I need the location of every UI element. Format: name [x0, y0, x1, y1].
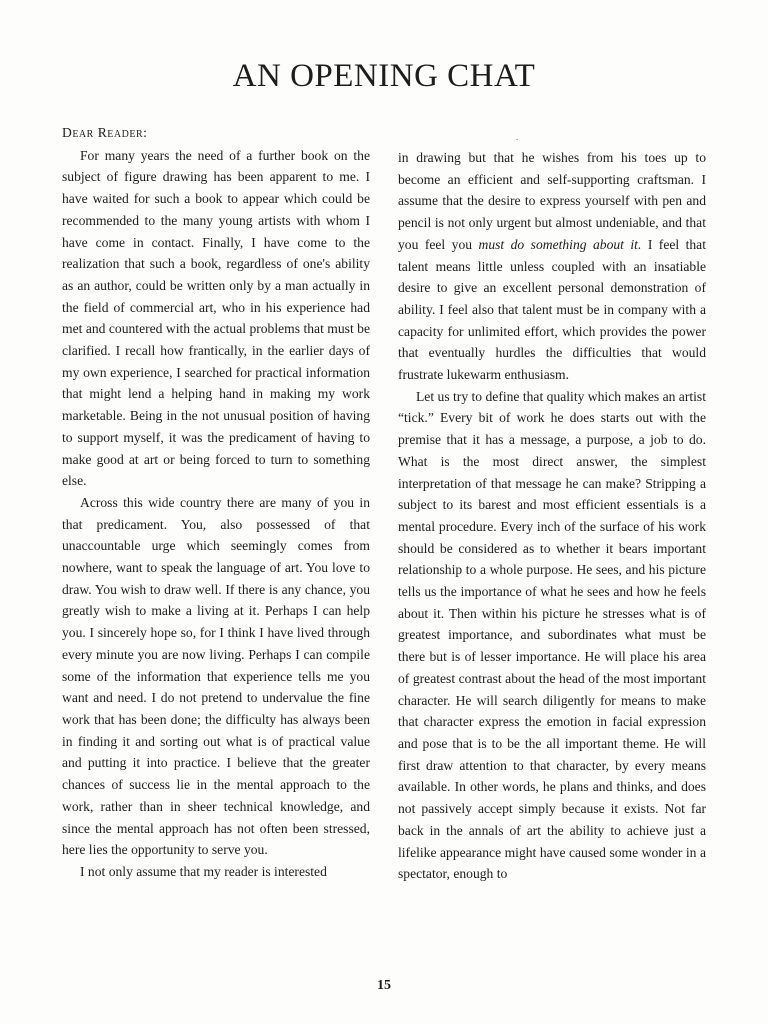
paragraph-right-2: Let us try to define that quality which makes an artist “tick.” Every bit of work he does starts out with the premise that it has a message, a purpose, a job to do. What is the most direct answer, the simplest interpretation of that message he can make? Stripping a subject to its barest and most efficient essentials is a mental procedure. Every inch of the surface of his work should be considered as to whether it bears important relationship to a whole purpose. He sees, and his picture tells us the importance of what he sees and how he feels about it. Then within his picture he stresses what is of greatest importance, and subordinates what must be there but is of lesser importance. He will place his area of greatest contrast about the head of the most important character. He will search diligently for means to make that character express the emotion in facial expression and pose that is to be the all important theme. He will first draw attention to that character, by every means available. In other words, he plans and thinks, and does not passively accept simply because it exists. Not far back in the annals of art the ability to achieve just a lifelike appearance might have caused some wonder in a spectator, enough to — [398, 388, 706, 882]
salutation: Dear Reader: — [62, 125, 148, 140]
paragraph-right-1 — [398, 147, 706, 386]
page-title: AN OPENING CHAT — [232, 58, 536, 94]
paragraph-right-1-start: in drawing but that he wishes from his toes up to become an efficient and self-supporting craftsman. I assume that the desire to express yourself with pen and pencil is not only urgent but almost undeniable, and that you feel you — [398, 150, 706, 252]
paragraph-left-3: I not only assume that my reader is interested — [80, 863, 327, 879]
right-column — [398, 147, 706, 885]
stray-mark: . — [516, 132, 519, 142]
left-column — [62, 122, 370, 883]
paragraph-right-1-end: I feel that talent means little unless coupled with an insatiable desire to give an excellent personal demonstration of ability. I feel also that talent must be in company with a capacity for unlimited effort, which provides the power that eventually hurdles the difficulties that would frustrate lukewarm enthusiasm. — [398, 236, 706, 383]
page-number: 15 — [377, 978, 391, 993]
emphasis-text: must do something about it. — [478, 236, 642, 252]
paragraph-left-2: Across this wide country there are many of you in that predicament. You, also possessed of that unaccountable urge which seemingly comes from nowhere, want to speak the language of art. You love to draw. You wish to draw well. If there is any chance, you greatly wish to make a living at it. Perhaps I can help you. I sincerely hope so, for I think I have lived through every minute you are now living. Perhaps I can compile some of the information that experience tells me you want and need. I do not pretend to undervalue the fine work that has been done; the difficulty has always been in finding it and sorting out what is of practical value and putting it into practice. I believe that the greater chances of success lie in the mental approach to the work, rather than in sheer technical knowledge, and since the mental approach has not often been stressed, here lies the opportunity to serve you. — [62, 494, 370, 858]
paragraph-left-1: For many years the need of a further book on the subject of figure drawing has been apparent to me. I have waited for such a book to appear which could be recommended to the many young artists with whom I have come in contact. Finally, I have come to the realization that such a book, regardless of one's ability as an author, could be written only by a man actually in the field of commercial art, who in his experience had met and countered with the actual problems that must be clarified. I recall how frantically, in the earlier days of my own experience, I searched for practical information that might lend a helping hand in making my work marketable. Being in the not unusual position of having to support myself, it was the predicament of having to make good at art or being forced to turn to something else. — [62, 147, 370, 489]
